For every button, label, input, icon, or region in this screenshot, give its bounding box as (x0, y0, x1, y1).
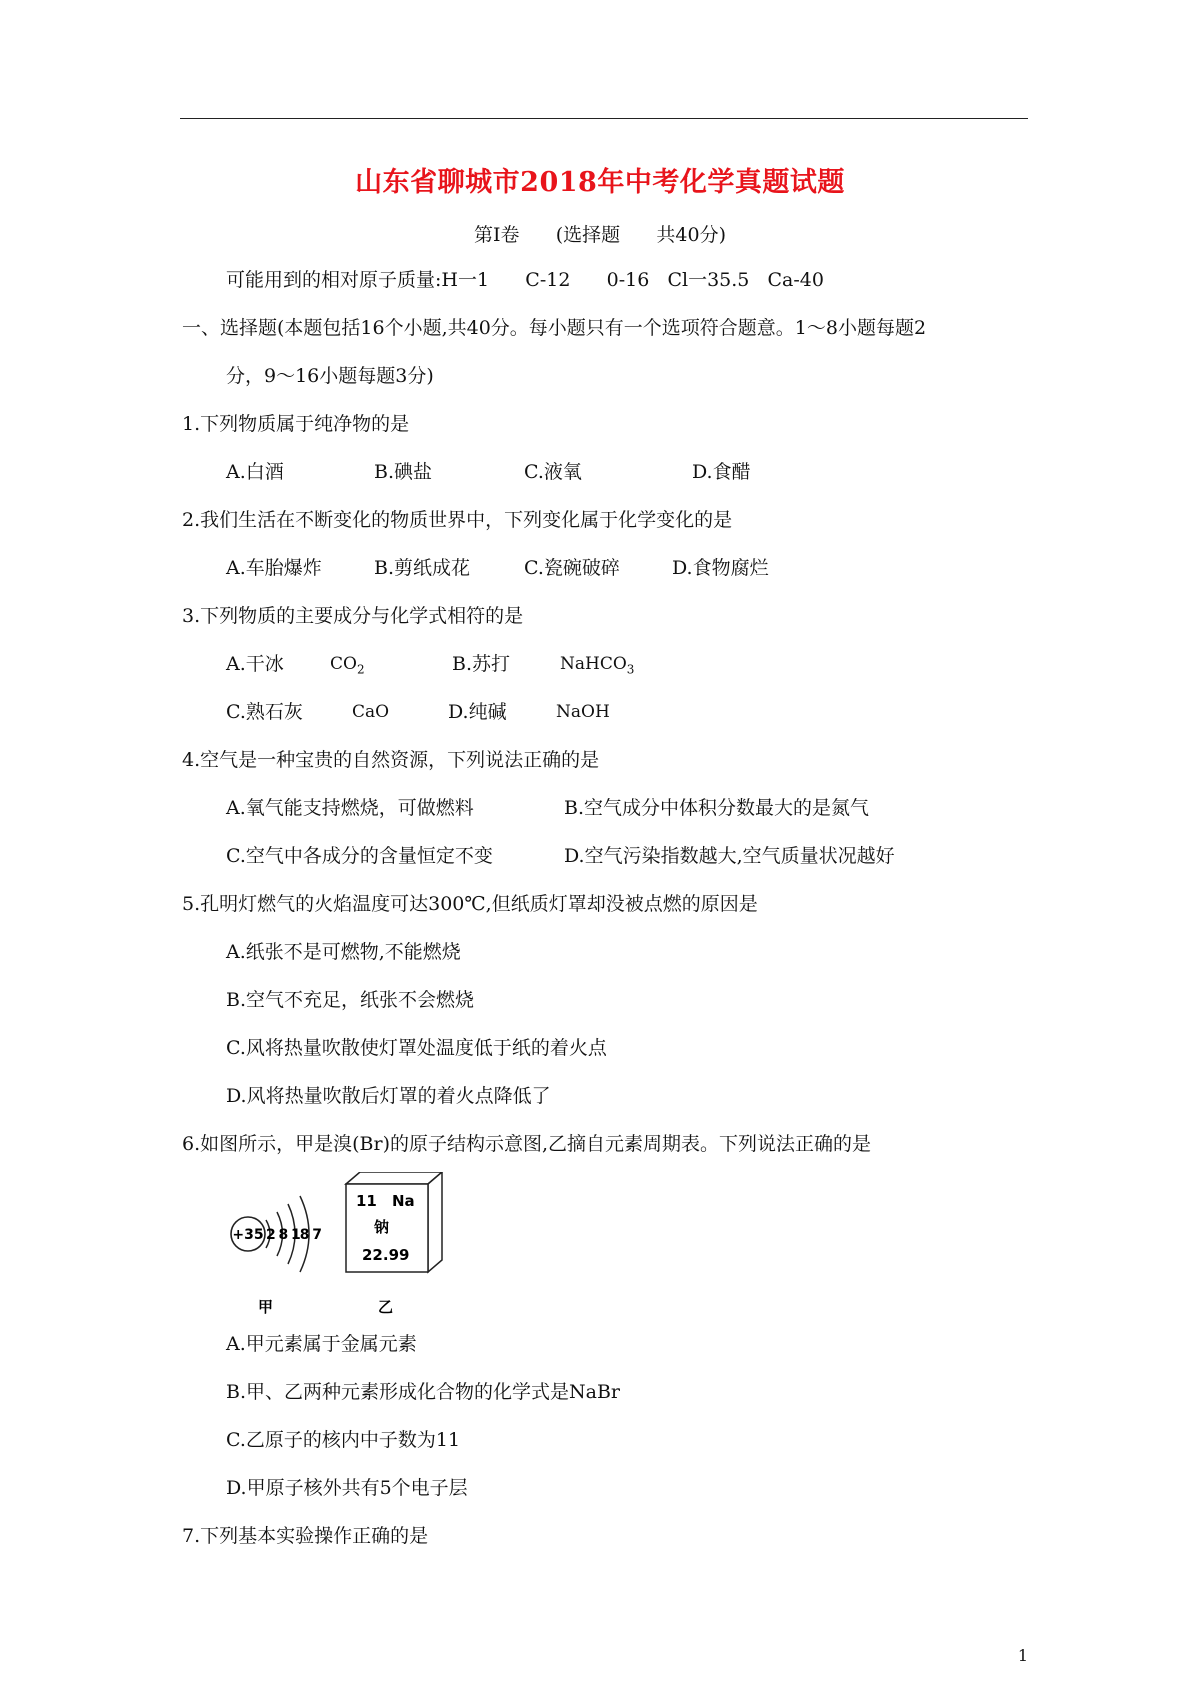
question-3-option-d-formula: NaOH (556, 702, 610, 722)
question-6-option-d: D.甲原子核外共有5个电子层 (226, 1477, 468, 1499)
question-2-option-a: A.车胎爆炸 (226, 557, 322, 579)
question-3-stem: 3.下列物质的主要成分与化学式相符的是 (182, 605, 524, 627)
question-1-option-d: D.食醋 (692, 461, 751, 483)
question-6-figure (228, 1172, 468, 1318)
atomic-mass-line: 可能用到的相对原子质量:H一1 C-12 0-16 Cl一35.5 Ca-40 (226, 269, 824, 291)
question-7-stem: 7.下列基本实验操作正确的是 (182, 1525, 429, 1547)
question-4-option-b: B.空气成分中体积分数最大的是氮气 (564, 797, 870, 819)
element-atomic-number: 11 (356, 1192, 377, 1210)
question-3-option-b-formula: NaHCO$_3$ (560, 654, 635, 677)
question-5-option-a: A.纸张不是可燃物,不能燃烧 (226, 941, 461, 963)
element-name: 钠 (374, 1218, 390, 1236)
question-6-option-b: B.甲、乙两种元素形成化合物的化学式是NaBr (226, 1381, 621, 1403)
question-1-option-b: B.碘盐 (374, 461, 433, 483)
element-symbol: Na (392, 1192, 415, 1210)
question-2-option-b: B.剪纸成花 (374, 557, 471, 579)
question-1-option-a: A.白酒 (226, 461, 284, 483)
question-3-option-c-formula: CaO (352, 702, 390, 722)
question-4-option-c: C.空气中各成分的含量恒定不变 (226, 845, 493, 867)
electron-shell-counts: 2 8 18 7 (266, 1227, 322, 1243)
question-2-option-c: C.瓷碗破碎 (524, 557, 620, 579)
question-5-option-c: C.风将热量吹散使灯罩处温度低于纸的着火点 (226, 1037, 607, 1059)
question-4-option-a: A.氧气能支持燃烧，可做燃料 (226, 797, 474, 819)
question-2-option-d: D.食物腐烂 (672, 557, 769, 579)
question-1-option-c: C.液氧 (524, 461, 582, 483)
question-3-option-b-label: B.苏打 (452, 653, 511, 675)
question-6-option-c: C.乙原子的核内中子数为11 (226, 1429, 461, 1451)
question-4-stem: 4.空气是一种宝贵的自然资源，下列说法正确的是 (182, 749, 600, 771)
question-3-option-c-label: C.熟石灰 (226, 701, 303, 723)
figure-label-yi: 乙 (378, 1298, 394, 1316)
question-4-option-d: D.空气污染指数越大,空气质量状况越好 (564, 845, 895, 867)
question-3-option-a-formula: $CO_2$ (330, 654, 365, 677)
page-title: 山东省聊城市2018年中考化学真题试题 (355, 167, 845, 198)
nucleus-charge: +35 (232, 1227, 264, 1243)
question-6-stem: 6.如图所示，甲是溴(Br)的原子结构示意图,乙摘自元素周期表。下列说法正确的是 (182, 1133, 872, 1155)
element-box-side (428, 1172, 442, 1272)
header-rule (180, 118, 1028, 119)
section-instruction-line-2: 分，9～16小题每题3分) (226, 365, 434, 387)
question-2-stem: 2.我们生活在不断变化的物质世界中，下列变化属于化学变化的是 (182, 509, 733, 531)
page-number: 1 (1017, 1646, 1028, 1665)
question-6-option-a: A.甲元素属于金属元素 (226, 1333, 417, 1355)
question-5-option-b: B.空气不充足，纸张不会燃烧 (226, 989, 475, 1011)
element-atomic-mass: 22.99 (362, 1246, 410, 1264)
section-instruction-line-1: 一、选择题(本题包括16个小题,共40分。每小题只有一个选项符合题意。1～8小题每题2 (182, 317, 927, 339)
question-5-stem: 5.孔明灯燃气的火焰温度可达300℃,但纸质灯罩却没被点燃的原因是 (182, 893, 758, 915)
question-3-option-a-label: A.干冰 (226, 653, 284, 675)
figure-label-jia: 甲 (258, 1298, 274, 1316)
element-box-top (346, 1172, 442, 1184)
section-subtitle: 第Ⅰ卷 (选择题 共40分) (474, 224, 726, 246)
question-1-stem: 1.下列物质属于纯净物的是 (182, 413, 410, 435)
question-3-option-d-label: D.纯碱 (448, 701, 507, 723)
question-5-option-d: D.风将热量吹散后灯罩的着火点降低了 (226, 1085, 551, 1107)
